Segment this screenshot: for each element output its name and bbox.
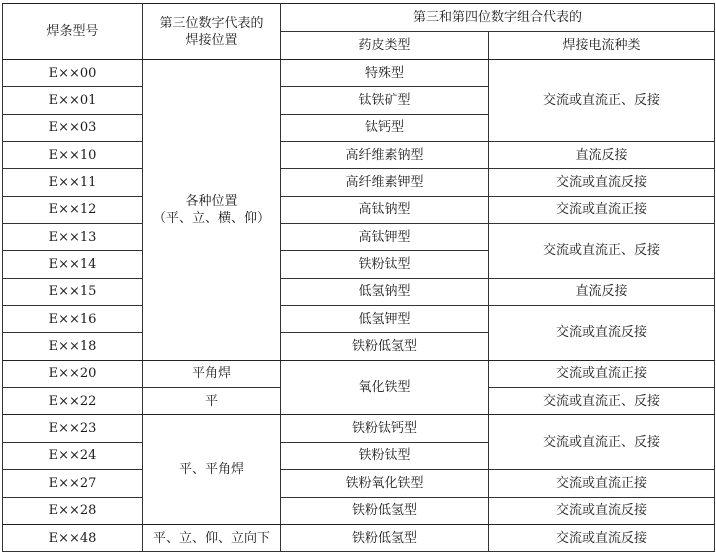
current-cell: 交流或直流正接 (489, 360, 715, 387)
model-cell: E××18 (3, 333, 143, 360)
current-cell: 交流或直流正、反接 (489, 224, 715, 279)
model-cell: E××20 (3, 360, 143, 387)
model-cell: E××48 (3, 524, 143, 551)
model-cell: E××27 (3, 470, 143, 497)
header-current: 焊接电流种类 (489, 32, 715, 60)
table-row (3, 415, 715, 442)
coating-cell: 低氢钾型 (281, 306, 489, 333)
coating-cell: 低氢钠型 (281, 278, 489, 305)
coating-cell: 铁粉低氢型 (281, 497, 489, 524)
model-cell: E××10 (3, 142, 143, 169)
header-combo: 第三和第四位数字组合代表的 (281, 4, 715, 32)
model-cell: E××28 (3, 497, 143, 524)
current-cell: 交流或直流反接 (489, 524, 715, 551)
model-cell: E××14 (3, 251, 143, 278)
coating-cell: 高钛钾型 (281, 224, 489, 251)
current-cell: 交流或直流正接 (489, 196, 715, 223)
current-cell: 直流反接 (489, 278, 715, 305)
header-position-line1: 第三位数字代表的 (159, 15, 264, 31)
coating-cell: 钛钙型 (281, 114, 489, 141)
model-cell: E××00 (3, 60, 143, 87)
position-cell: 平 (143, 388, 281, 415)
model-cell: E××24 (3, 442, 143, 469)
welding-electrode-table (2, 3, 715, 552)
current-cell: 交流或直流正、反接 (489, 415, 715, 470)
table-row (3, 224, 715, 251)
table-row (3, 497, 715, 524)
coating-cell: 高纤维素钾型 (281, 169, 489, 196)
coating-cell: 铁粉钛型 (281, 251, 489, 278)
model-cell: E××11 (3, 169, 143, 196)
current-cell: 交流或直流正接 (489, 470, 715, 497)
coating-cell: 铁粉低氢型 (281, 524, 489, 551)
header-coating: 药皮类型 (281, 32, 489, 60)
model-cell: E××13 (3, 224, 143, 251)
table-row (3, 524, 715, 551)
model-cell: E××15 (3, 278, 143, 305)
header-model: 焊条型号 (3, 4, 143, 60)
table-row (3, 360, 715, 387)
current-cell: 直流反接 (489, 142, 715, 169)
model-cell: E××23 (3, 415, 143, 442)
table-row (3, 60, 715, 87)
current-cell: 交流或直流反接 (489, 169, 715, 196)
coating-cell: 铁粉钛钙型 (281, 415, 489, 442)
header-position-line2: 焊接位置 (185, 32, 238, 48)
table-row (3, 306, 715, 333)
table-row (3, 142, 715, 169)
coating-cell: 高纤维素钠型 (281, 142, 489, 169)
position-cell (143, 60, 281, 361)
position-line1: 各种位置 (185, 193, 238, 209)
current-cell: 交流或直流正、反接 (489, 60, 715, 142)
coating-cell: 铁粉低氢型 (281, 333, 489, 360)
model-cell: E××12 (3, 196, 143, 223)
coating-cell: 铁粉钛型 (281, 442, 489, 469)
model-cell: E××22 (3, 388, 143, 415)
position-cell: 平、平角焊 (143, 415, 281, 524)
coating-cell: 铁粉氧化铁型 (281, 470, 489, 497)
position-cell: 平角焊 (143, 360, 281, 387)
position-line2: （平、立、横、仰） (152, 210, 270, 226)
coating-cell: 特殊型 (281, 60, 489, 87)
position-cell: 平、立、仰、立向下 (143, 524, 281, 551)
coating-cell: 高钛钠型 (281, 196, 489, 223)
current-cell: 交流或直流正、反接 (489, 388, 715, 415)
table-row (3, 169, 715, 196)
header-position (143, 4, 281, 60)
table-row (3, 196, 715, 223)
model-cell: E××01 (3, 87, 143, 114)
table-row (3, 470, 715, 497)
coating-cell: 钛铁矿型 (281, 87, 489, 114)
current-cell: 交流或直流反接 (489, 306, 715, 361)
model-cell: E××03 (3, 114, 143, 141)
coating-cell: 氧化铁型 (281, 360, 489, 415)
model-cell: E××16 (3, 306, 143, 333)
current-cell: 交流或直流反接 (489, 497, 715, 524)
table-row (3, 278, 715, 305)
